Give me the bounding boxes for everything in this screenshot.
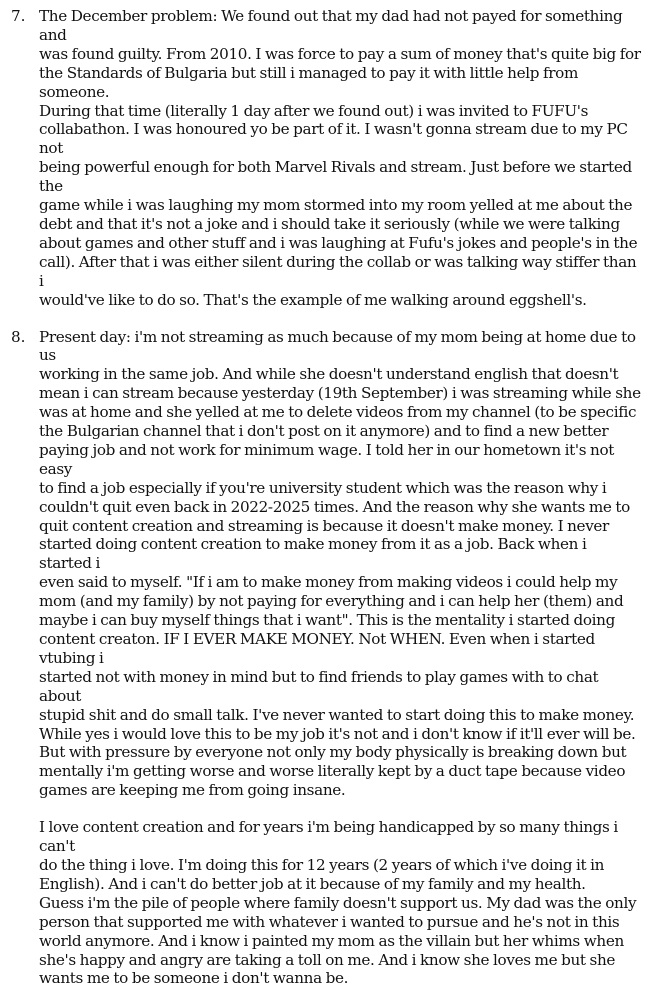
item-spacer bbox=[0, 310, 642, 328]
list-item-text: Present day: i'm not streaming as much because of my mom being at home due to us working in the same job. And while she doesn't understand english that doesn't mean i can stream because yesterday (19th September) i was streaming while she was at home and she yelled at me to delete videos from my channel (to be specific the Bulgarian channel that i don't post on it anymore) and to find a new better paying job and not work for minimum wage. I told her in our hometown it's not easy to find a job especially if you're university student which was the reason why i couldn't quit even back in 2022-2025 times. And the reason why she wants me to quit content creation and streaming is because it doesn't make money. I never started doing content creation to make money from it as a job. Back when i started i even said to myself. "If i am to make money from making videos i could help my mom (and my family) by not paying for everything and i can help her (them) and maybe i can buy myself things that i want". This is the mentality i started doing content creaton. IF I EVER MAKE MONEY. Not WHEN. Even when i started vtubing i started not with money in mind but to find friends to play games with to chat about stupid shit and do small talk. I've never wanted to start doing this to make money. While yes i would love this to be my job it's not and i don't know if it'll ever will be. But with pressure by everyone not only my body physically is breaking down but mentally i'm getting worse and worse literally kept by a duct tape because video games are keeping me from going insane. bbox=[39, 328, 642, 801]
list-item-7 bbox=[0, 7, 642, 310]
list-item-8 bbox=[0, 328, 642, 988]
list-number: 7. bbox=[11, 7, 26, 26]
paragraph-spacer bbox=[39, 800, 642, 818]
list-item-text: The December problem: We found out that my dad had not payed for something and was found guilty. From 2010. I was force to pay a sum of money that's quite big for the Standards of Bulgaria but still i managed to pay it with little help from someone. During that time (literally 1 day after we found out) i was invited to FUFU's collabathon. I was honoured yo be part of it. I wasn't gonna stream due to my PC not being powerful enough for both Marvel Rivals and stream. Just before we started the game while i was laughing my mom stormed into my room yelled at me about the debt and that it's not a joke and i should take it seriously (while we were talking about games and other stuff and i was laughing at Fufu's jokes and people's in the call). After that i was either silent during the collab or was talking way stiffer than i would've like to do so. That's the example of me walking around eggshell's. bbox=[39, 7, 642, 310]
closing-paragraph: I love content creation and for years i'm being handicapped by so many things i can't do the thing i love. I'm doing this for 12 years (2 years of which i've doing it in English). And i can't do better job at it because of my family and my health. Guess i'm the pile of people where family doesn't support us. My dad was the only person that supported me with whatever i wanted to pursue and he's not in this world anymore. And i know i painted my mom as the villain but her whims when she's happy and angry are taking a toll on me. And i know she loves me but she wants me to be someone i don't wanna be. bbox=[39, 818, 642, 988]
list-number: 8. bbox=[11, 328, 26, 347]
